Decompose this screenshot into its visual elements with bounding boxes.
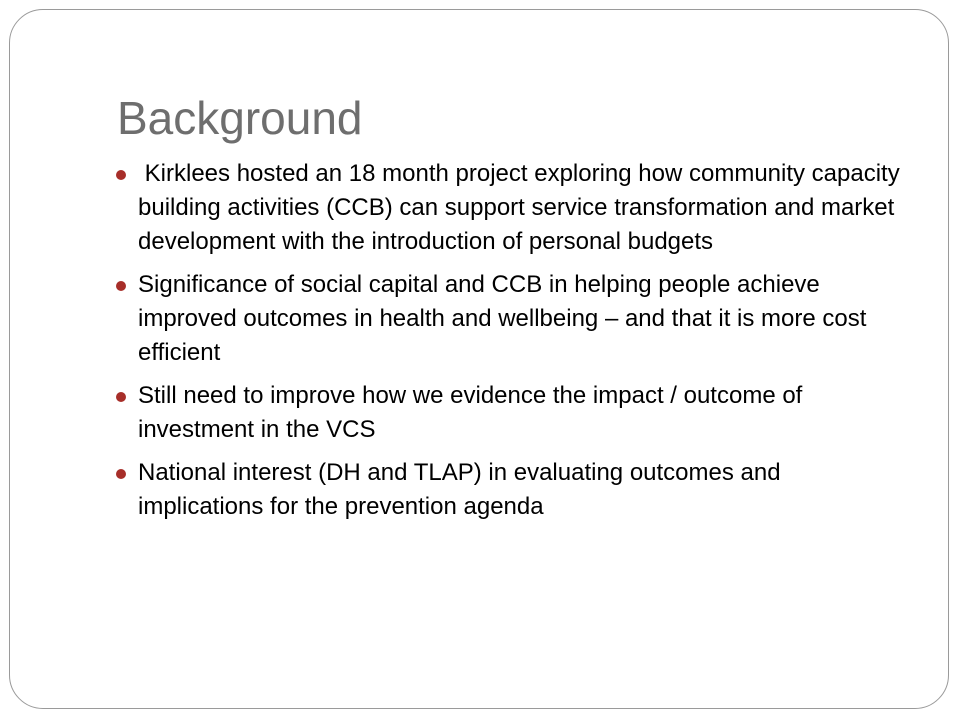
bullet-text: Kirklees hosted an 18 month project exploring how community capacity building activities (CCB) can support service transformation and market development with the introduction of personal budgets <box>138 160 907 255</box>
bullet-list <box>111 157 911 533</box>
bullet-text: Still need to improve how we evidence the impact / outcome of investment in the VCS <box>138 382 803 443</box>
bullet-item <box>111 157 911 259</box>
bullet-dot-icon <box>116 392 126 402</box>
bullet-dot-icon <box>116 469 126 479</box>
bullet-item <box>111 456 911 524</box>
bullet-item <box>111 268 911 370</box>
slide-frame <box>9 9 949 709</box>
bullet-dot-icon <box>116 170 126 180</box>
bullet-text: Significance of social capital and CCB in helping people achieve improved outcomes in health and wellbeing – and that it is more cost efficient <box>138 271 867 366</box>
slide-title: Background <box>117 92 363 144</box>
bullet-item <box>111 379 911 447</box>
bullet-text: National interest (DH and TLAP) in evaluating outcomes and implications for the prevention agenda <box>138 459 781 520</box>
bullet-dot-icon <box>116 281 126 291</box>
